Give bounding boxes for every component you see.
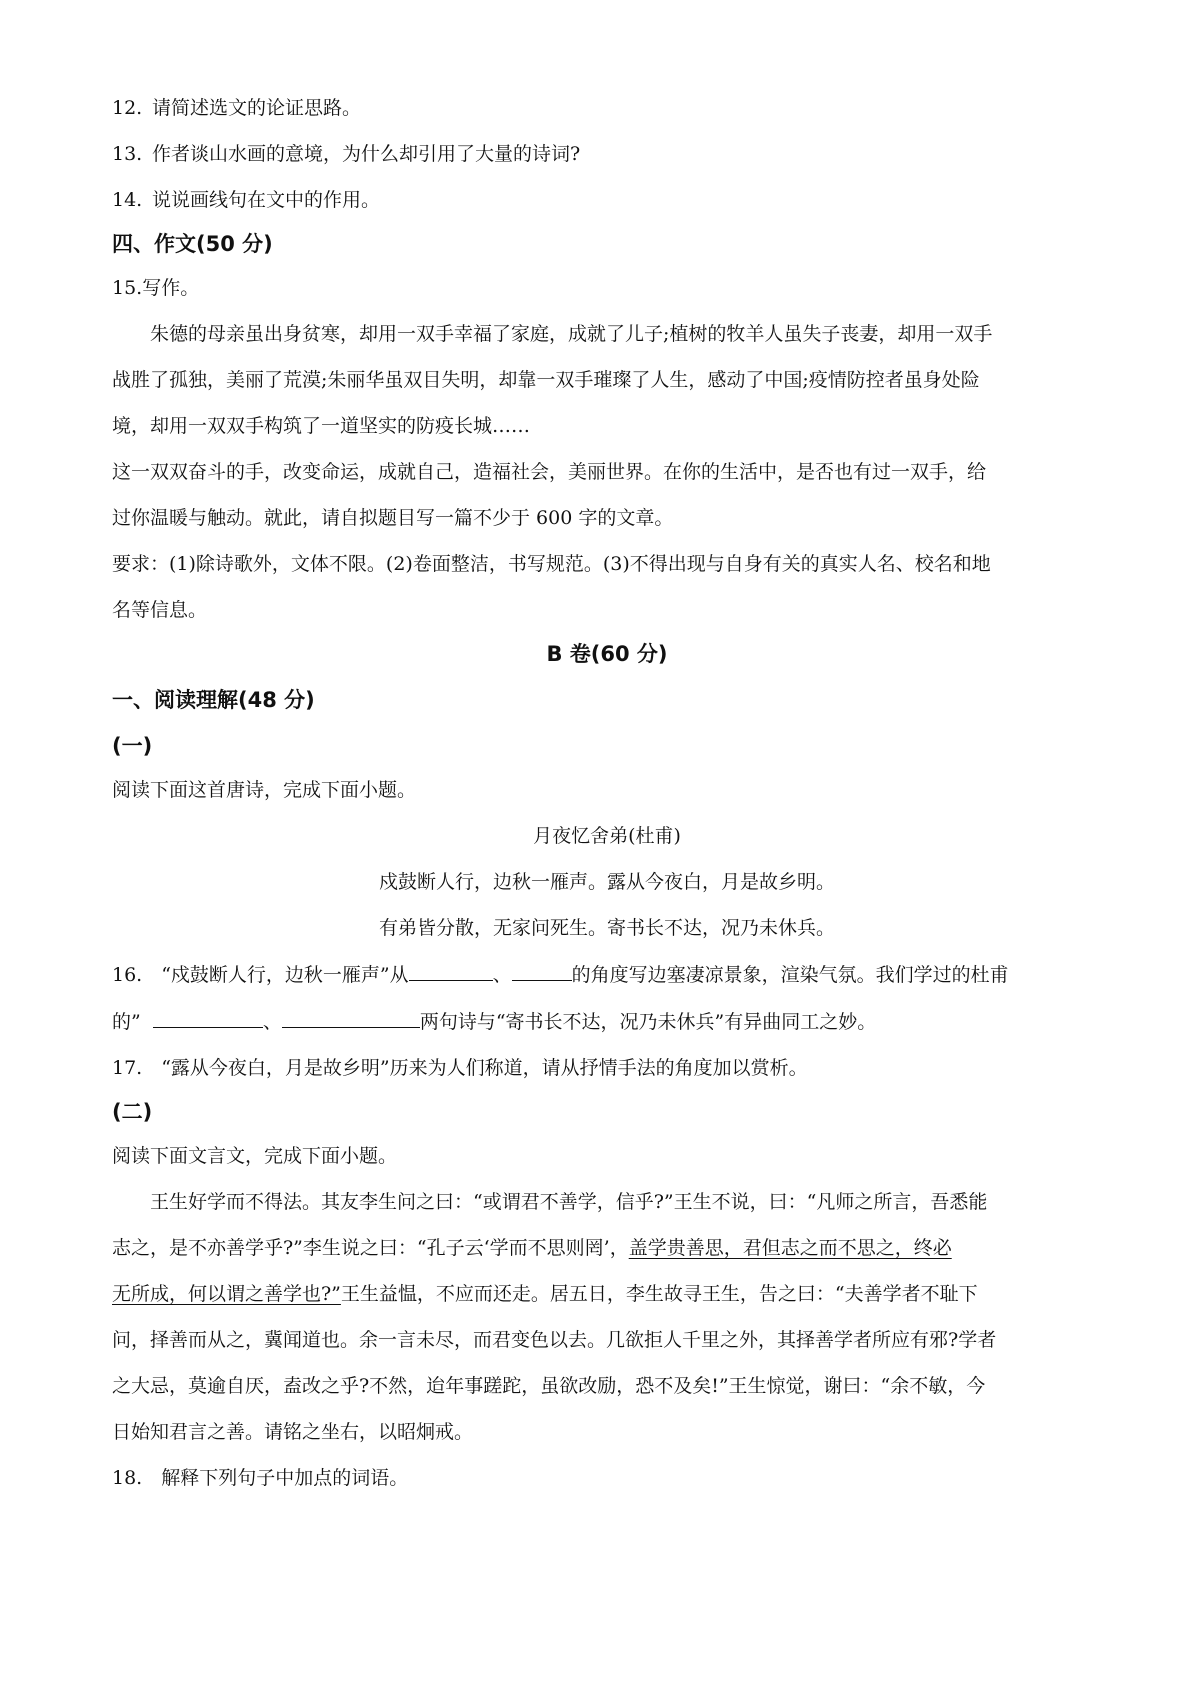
- requirement-line: 要求：(1)除诗歌外，文体不限。(2)卷面整洁，书写规范。(3)不得出现与自身有关的真实人名、校名和地: [112, 553, 991, 575]
- task-line: 这一双双奋斗的手，改变命运，成就自己，造福社会，美丽世界。在你的生活中，是否也有过一双手，给: [112, 461, 987, 483]
- question-text: 请简述选文的论证思路。: [152, 97, 362, 119]
- poem-intro: 阅读下面这首唐诗，完成下面小题。: [112, 779, 417, 801]
- subsection-2: (二): [112, 1100, 153, 1124]
- text-segment: 志之，是不亦善学乎?”李生说之曰：“孔子云‘学而不思则罔’，: [112, 1237, 629, 1259]
- underlined-sentence: 无所成，何以谓之善学也?”: [112, 1283, 341, 1305]
- composition-task: [112, 460, 1102, 530]
- question-18: 18. 解释下列句子中加点的词语。: [112, 1467, 409, 1489]
- q16-text: 的”: [112, 1011, 141, 1033]
- question-number: 14.: [112, 189, 143, 211]
- question-text: 说说画线句在文中的作用。: [152, 189, 381, 211]
- question-text: 作者谈山水画的意境，为什么却引用了大量的诗词?: [152, 143, 581, 165]
- poem-line: 有弟皆分散，无家问死生。寄书长不达，况乃未休兵。: [378, 917, 835, 939]
- subsection-1: (一): [112, 734, 153, 758]
- part-b-title: B 卷(60 分): [546, 642, 668, 666]
- text-line: [112, 1236, 1102, 1260]
- question-16-line-1: [112, 962, 1102, 987]
- exam-page: [112, 96, 1102, 1512]
- q16-separator: 、: [492, 964, 512, 986]
- prompt-line: 境，却用一双双手构筑了一道坚实的防疫长城……: [112, 415, 531, 437]
- section-title-reading: 一、阅读理解(48 分): [112, 688, 315, 712]
- question-16-line-2: [112, 1009, 1102, 1034]
- question-12: [112, 96, 1102, 120]
- answer-blank[interactable]: [512, 962, 572, 981]
- prompt-line: 战胜了孤独，美丽了荒漠;朱丽华虽双目失明，却靠一双手璀璨了人生，感动了中国;疫情防控者虽身处险: [112, 369, 980, 391]
- q16-separator: 、: [262, 1011, 282, 1033]
- answer-blank[interactable]: [153, 1009, 263, 1028]
- poem-line: 戍鼓断人行，边秋一雁声。露从今夜白，月是故乡明。: [378, 871, 835, 893]
- section-title-composition: 四、作文(50 分): [112, 232, 273, 256]
- underlined-sentence: 盖学贵善思，君但志之而不思之，终必: [628, 1237, 952, 1259]
- text-line: 日始知君言之善。请铭之坐右，以昭炯戒。: [112, 1421, 474, 1443]
- question-15: 15.写作。: [112, 277, 200, 299]
- question-13: [112, 142, 1102, 166]
- question-17: 17. “露从今夜白，月是故乡明”历来为人们称道，请从抒情手法的角度加以赏析。: [112, 1057, 808, 1079]
- prompt-line: 朱德的母亲虽出身贫寒，却用一双手幸福了家庭，成就了儿子;植树的牧羊人虽失子丧妻，却用一双手: [150, 323, 993, 345]
- classical-text: [112, 1190, 1102, 1444]
- q16-text: 16. “戍鼓断人行，边秋一雁声”从: [112, 964, 409, 986]
- q16-text: 的角度写边塞凄凉景象，渲染气氛。我们学过的杜甫: [571, 964, 1009, 986]
- text-line: [112, 1282, 1102, 1306]
- poem-title: 月夜忆舍弟(杜甫): [533, 825, 681, 847]
- text-line: 问，择善而从之，冀闻道也。余一言未尽，而君变色以去。几欲拒人千里之外，其择善学者所应有邪?学者: [112, 1329, 997, 1351]
- composition-requirements: [112, 552, 1102, 622]
- text-line: 之大忌，莫逾自厌，盍改之乎?不然，迨年事蹉跎，虽欲改励，恐不及矣!”王生惊觉，谢曰：“余不敏，今: [112, 1375, 986, 1397]
- text-line: 王生好学而不得法。其友李生问之曰：“或谓君不善学，信乎?”王生不说，曰：“凡师之所言，吾悉能: [150, 1191, 988, 1213]
- q16-text: 两句诗与“寄书长不达，况乃未休兵”有异曲同工之妙。: [419, 1011, 877, 1033]
- task-line: 过你温暖与触动。就此，请自拟题目写一篇不少于 600 字的文章。: [112, 507, 674, 529]
- composition-prompt: [112, 322, 1102, 438]
- answer-blank[interactable]: [282, 1009, 420, 1028]
- answer-blank[interactable]: [409, 962, 493, 981]
- question-14: [112, 188, 1102, 212]
- question-number: 12.: [112, 97, 143, 119]
- requirement-line: 名等信息。: [112, 599, 208, 621]
- text-segment: 王生益愠，不应而还走。居五日，李生故寻王生，告之曰：“夫善学者不耻下: [340, 1283, 978, 1305]
- question-number: 13.: [112, 143, 143, 165]
- classical-text-intro: 阅读下面文言文，完成下面小题。: [112, 1145, 398, 1167]
